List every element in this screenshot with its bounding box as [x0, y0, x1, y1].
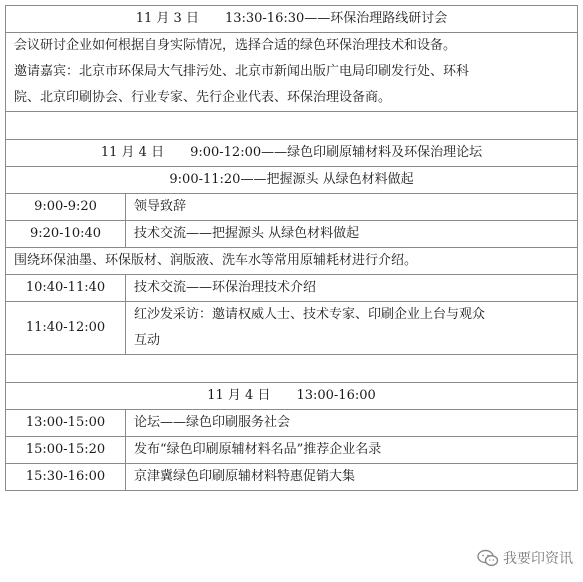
table-row: [6, 275, 578, 302]
session1-description: [6, 33, 578, 112]
session1-header: 11 月 3 日 13:30-16:30——环保治理路线研讨会: [6, 6, 578, 33]
desc-cell: 论坛——绿色印刷服务社会: [126, 410, 578, 437]
wechat-icon: [477, 549, 499, 567]
desc-line2: 互动: [134, 333, 161, 348]
desc-cell: 京津冀绿色印刷原辅材料特惠促销大集: [126, 464, 578, 491]
desc-cell: 发布“绿色印刷原辅材料名品”推荐企业名录: [126, 437, 578, 464]
desc-cell: 技术交流——把握源头 从绿色材料做起: [126, 221, 578, 248]
session2-header-row: [6, 140, 578, 167]
table-row: [6, 464, 578, 491]
desc-line1: 红沙发采访：邀请权威人士、技术专家、印刷企业上台与观众: [134, 307, 486, 322]
session2-note: 围绕环保油墨、环保版材、润版液、洗车水等常用原辅耗材进行介绍。: [6, 248, 578, 275]
session3-header-row: [6, 383, 578, 410]
session1-description-row: [6, 33, 578, 112]
time-cell: 15:30-16:00: [6, 464, 126, 491]
session2-subheader: 9:00-11:20——把握源头 从绿色材料做起: [6, 167, 578, 194]
desc-cell: 领导致辞: [126, 194, 578, 221]
blank-row: [6, 112, 578, 140]
blank-row: [6, 355, 578, 383]
table-row: [6, 194, 578, 221]
time-cell: 10:40-11:40: [6, 275, 126, 302]
time-cell: 9:00-9:20: [6, 194, 126, 221]
time-cell: 11:40-12:00: [6, 302, 126, 355]
time-cell: 13:00-15:00: [6, 410, 126, 437]
table-row: [6, 410, 578, 437]
session2-header: 11 月 4 日 9:00-12:00——绿色印刷原辅材料及环保治理论坛: [6, 140, 578, 167]
session1-line1: 会议研讨企业如何根据自身实际情况，选择合适的绿色环保治理技术和设备。: [14, 38, 457, 53]
session1-header-row: [6, 6, 578, 33]
time-cell: 15:00-15:20: [6, 437, 126, 464]
table-row: [6, 302, 578, 355]
watermark: [477, 548, 573, 568]
watermark-text: 我要印资讯: [503, 551, 573, 567]
session1-line3: 院、北京印刷协会、行业专家、先行企业代表、环保治理设备商。: [14, 90, 392, 105]
time-cell: 9:20-10:40: [6, 221, 126, 248]
schedule-table: [5, 5, 578, 491]
table-row: [6, 221, 578, 248]
desc-cell: [126, 302, 578, 355]
session2-note-row: [6, 248, 578, 275]
session1-line2: 邀请嘉宾：北京市环保局大气排污处、北京市新闻出版广电局印刷发行处、环科: [14, 64, 470, 79]
session2-subheader-row: [6, 167, 578, 194]
desc-cell: 技术交流——环保治理技术介绍: [126, 275, 578, 302]
table-row: [6, 437, 578, 464]
session3-header: 11 月 4 日 13:00-16:00: [6, 383, 578, 410]
